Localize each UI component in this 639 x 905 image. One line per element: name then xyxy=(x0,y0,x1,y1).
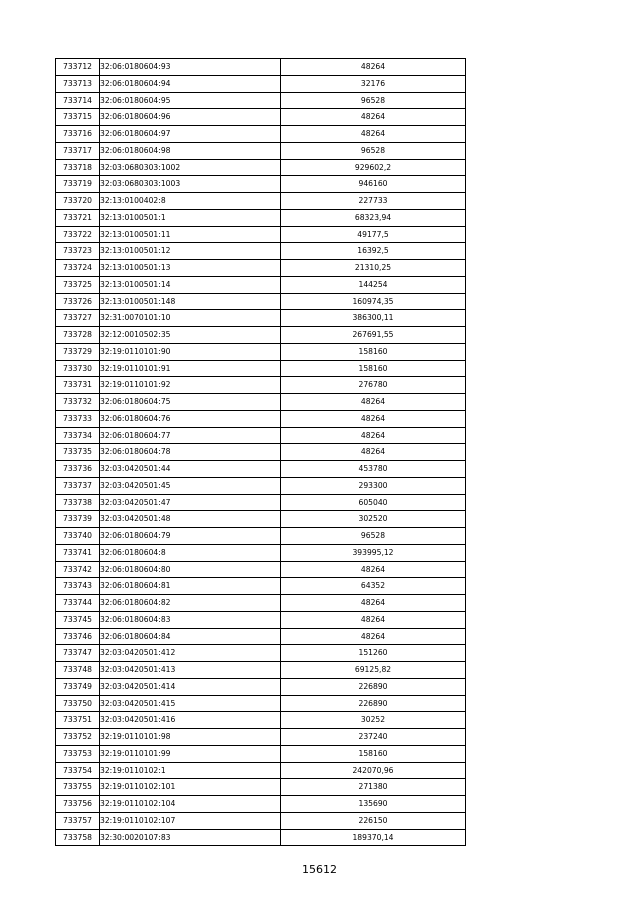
table-row xyxy=(56,729,466,746)
cadastral-number-cell: 32:06:0180604:96 xyxy=(100,109,281,126)
table-row xyxy=(56,829,466,846)
row-number-cell: 733734 xyxy=(56,427,100,444)
table-row xyxy=(56,595,466,612)
value-cell: 226890 xyxy=(281,678,466,695)
cadastral-number-cell: 32:03:0420501:414 xyxy=(100,678,281,695)
value-cell: 158160 xyxy=(281,360,466,377)
cadastral-number-cell: 32:06:0180604:94 xyxy=(100,75,281,92)
table-row xyxy=(56,762,466,779)
table-row xyxy=(56,243,466,260)
value-cell: 293300 xyxy=(281,477,466,494)
row-number-cell: 733745 xyxy=(56,611,100,628)
cadastral-number-cell: 32:13:0100501:148 xyxy=(100,293,281,310)
value-cell: 48264 xyxy=(281,394,466,411)
table-row xyxy=(56,343,466,360)
table-row xyxy=(56,796,466,813)
table-row xyxy=(56,695,466,712)
cadastral-number-cell: 32:13:0100501:12 xyxy=(100,243,281,260)
cadastral-number-cell: 32:30:0020107:83 xyxy=(100,829,281,846)
value-cell: 276780 xyxy=(281,377,466,394)
data-table-container xyxy=(55,58,465,846)
cadastral-number-cell: 32:13:0100501:14 xyxy=(100,276,281,293)
value-cell: 158160 xyxy=(281,343,466,360)
cadastral-number-cell: 32:03:0420501:413 xyxy=(100,662,281,679)
value-cell: 226890 xyxy=(281,695,466,712)
row-number-cell: 733718 xyxy=(56,159,100,176)
cadastral-number-cell: 32:06:0180604:77 xyxy=(100,427,281,444)
row-number-cell: 733736 xyxy=(56,461,100,478)
row-number-cell: 733712 xyxy=(56,59,100,76)
table-row xyxy=(56,310,466,327)
table-row xyxy=(56,678,466,695)
row-number-cell: 733741 xyxy=(56,544,100,561)
cadastral-number-cell: 32:03:0680303:1002 xyxy=(100,159,281,176)
cadastral-number-cell: 32:06:0180604:93 xyxy=(100,59,281,76)
value-cell: 48264 xyxy=(281,611,466,628)
value-cell: 48264 xyxy=(281,427,466,444)
row-number-cell: 733728 xyxy=(56,327,100,344)
table-row xyxy=(56,444,466,461)
row-number-cell: 733719 xyxy=(56,176,100,193)
table-body xyxy=(56,59,466,846)
table-row xyxy=(56,528,466,545)
row-number-cell: 733740 xyxy=(56,528,100,545)
table-row xyxy=(56,645,466,662)
cadastral-number-cell: 32:06:0180604:78 xyxy=(100,444,281,461)
cadastral-number-cell: 32:06:0180604:84 xyxy=(100,628,281,645)
row-number-cell: 733753 xyxy=(56,745,100,762)
table-row xyxy=(56,327,466,344)
cadastral-number-cell: 32:19:0110101:99 xyxy=(100,745,281,762)
value-cell: 271380 xyxy=(281,779,466,796)
cadastral-number-cell: 32:06:0180604:75 xyxy=(100,394,281,411)
cadastral-number-cell: 32:03:0420501:48 xyxy=(100,511,281,528)
row-number-cell: 733756 xyxy=(56,796,100,813)
table-row xyxy=(56,779,466,796)
row-number-cell: 733722 xyxy=(56,226,100,243)
cadastral-number-cell: 32:19:0110101:98 xyxy=(100,729,281,746)
value-cell: 48264 xyxy=(281,126,466,143)
value-cell: 68323,94 xyxy=(281,209,466,226)
table-row xyxy=(56,193,466,210)
row-number-cell: 733757 xyxy=(56,812,100,829)
cadastral-number-cell: 32:19:0110101:92 xyxy=(100,377,281,394)
value-cell: 48264 xyxy=(281,595,466,612)
value-cell: 946160 xyxy=(281,176,466,193)
table-row xyxy=(56,59,466,76)
row-number-cell: 733723 xyxy=(56,243,100,260)
cadastral-number-cell: 32:06:0180604:95 xyxy=(100,92,281,109)
row-number-cell: 733727 xyxy=(56,310,100,327)
cadastral-number-cell: 32:06:0180604:8 xyxy=(100,544,281,561)
cadastral-number-cell: 32:06:0180604:82 xyxy=(100,595,281,612)
value-cell: 64352 xyxy=(281,578,466,595)
row-number-cell: 733733 xyxy=(56,410,100,427)
cadastral-number-cell: 32:13:0100402:8 xyxy=(100,193,281,210)
row-number-cell: 733724 xyxy=(56,260,100,277)
table-row xyxy=(56,461,466,478)
table-row xyxy=(56,276,466,293)
table-row xyxy=(56,561,466,578)
row-number-cell: 733751 xyxy=(56,712,100,729)
value-cell: 32176 xyxy=(281,75,466,92)
cadastral-number-cell: 32:03:0420501:45 xyxy=(100,477,281,494)
row-number-cell: 733742 xyxy=(56,561,100,578)
cadastral-number-cell: 32:13:0100501:11 xyxy=(100,226,281,243)
value-cell: 48264 xyxy=(281,109,466,126)
value-cell: 96528 xyxy=(281,142,466,159)
cadastral-number-cell: 32:03:0680303:1003 xyxy=(100,176,281,193)
value-cell: 151260 xyxy=(281,645,466,662)
row-number-cell: 733729 xyxy=(56,343,100,360)
value-cell: 237240 xyxy=(281,729,466,746)
row-number-cell: 733715 xyxy=(56,109,100,126)
value-cell: 21310,25 xyxy=(281,260,466,277)
cadastral-number-cell: 32:19:0110102:104 xyxy=(100,796,281,813)
row-number-cell: 733746 xyxy=(56,628,100,645)
value-cell: 929602,2 xyxy=(281,159,466,176)
table-row xyxy=(56,209,466,226)
row-number-cell: 733739 xyxy=(56,511,100,528)
cadastral-number-cell: 32:06:0180604:80 xyxy=(100,561,281,578)
value-cell: 49177,5 xyxy=(281,226,466,243)
table-row xyxy=(56,662,466,679)
value-cell: 189370,14 xyxy=(281,829,466,846)
value-cell: 302520 xyxy=(281,511,466,528)
value-cell: 135690 xyxy=(281,796,466,813)
value-cell: 242070,96 xyxy=(281,762,466,779)
cadastral-number-cell: 32:03:0420501:416 xyxy=(100,712,281,729)
value-cell: 16392,5 xyxy=(281,243,466,260)
table-row xyxy=(56,142,466,159)
cadastral-number-cell: 32:19:0110102:101 xyxy=(100,779,281,796)
table-row xyxy=(56,544,466,561)
value-cell: 48264 xyxy=(281,561,466,578)
row-number-cell: 733752 xyxy=(56,729,100,746)
table-row xyxy=(56,812,466,829)
table-row xyxy=(56,745,466,762)
value-cell: 96528 xyxy=(281,528,466,545)
table-row xyxy=(56,494,466,511)
page-number: 15612 xyxy=(302,863,337,876)
cadastral-number-cell: 32:06:0180604:83 xyxy=(100,611,281,628)
row-number-cell: 733731 xyxy=(56,377,100,394)
cadastral-number-cell: 32:19:0110101:91 xyxy=(100,360,281,377)
data-table xyxy=(55,58,466,846)
value-cell: 605040 xyxy=(281,494,466,511)
cadastral-number-cell: 32:03:0420501:44 xyxy=(100,461,281,478)
row-number-cell: 733748 xyxy=(56,662,100,679)
table-row xyxy=(56,159,466,176)
table-row xyxy=(56,427,466,444)
cadastral-number-cell: 32:06:0180604:79 xyxy=(100,528,281,545)
cadastral-number-cell: 32:03:0420501:415 xyxy=(100,695,281,712)
row-number-cell: 733755 xyxy=(56,779,100,796)
table-row xyxy=(56,75,466,92)
value-cell: 48264 xyxy=(281,444,466,461)
cadastral-number-cell: 32:03:0420501:412 xyxy=(100,645,281,662)
cadastral-number-cell: 32:06:0180604:97 xyxy=(100,126,281,143)
row-number-cell: 733738 xyxy=(56,494,100,511)
value-cell: 48264 xyxy=(281,59,466,76)
cadastral-number-cell: 32:31:0070101:10 xyxy=(100,310,281,327)
value-cell: 158160 xyxy=(281,745,466,762)
cadastral-number-cell: 32:12:0010502:35 xyxy=(100,327,281,344)
row-number-cell: 733732 xyxy=(56,394,100,411)
table-row xyxy=(56,578,466,595)
value-cell: 453780 xyxy=(281,461,466,478)
value-cell: 226150 xyxy=(281,812,466,829)
row-number-cell: 733758 xyxy=(56,829,100,846)
table-row xyxy=(56,377,466,394)
row-number-cell: 733726 xyxy=(56,293,100,310)
row-number-cell: 733750 xyxy=(56,695,100,712)
row-number-cell: 733743 xyxy=(56,578,100,595)
cadastral-number-cell: 32:06:0180604:76 xyxy=(100,410,281,427)
table-row xyxy=(56,260,466,277)
table-row xyxy=(56,176,466,193)
cadastral-number-cell: 32:13:0100501:13 xyxy=(100,260,281,277)
cadastral-number-cell: 32:06:0180604:81 xyxy=(100,578,281,595)
value-cell: 160974,35 xyxy=(281,293,466,310)
cadastral-number-cell: 32:19:0110101:90 xyxy=(100,343,281,360)
table-row xyxy=(56,511,466,528)
value-cell: 267691,55 xyxy=(281,327,466,344)
value-cell: 144254 xyxy=(281,276,466,293)
value-cell: 30252 xyxy=(281,712,466,729)
value-cell: 386300,11 xyxy=(281,310,466,327)
row-number-cell: 733713 xyxy=(56,75,100,92)
cadastral-number-cell: 32:03:0420501:47 xyxy=(100,494,281,511)
table-row xyxy=(56,226,466,243)
table-row xyxy=(56,611,466,628)
value-cell: 96528 xyxy=(281,92,466,109)
cadastral-number-cell: 32:13:0100501:1 xyxy=(100,209,281,226)
table-row xyxy=(56,410,466,427)
value-cell: 69125,82 xyxy=(281,662,466,679)
value-cell: 227733 xyxy=(281,193,466,210)
row-number-cell: 733754 xyxy=(56,762,100,779)
row-number-cell: 733744 xyxy=(56,595,100,612)
cadastral-number-cell: 32:19:0110102:1 xyxy=(100,762,281,779)
row-number-cell: 733714 xyxy=(56,92,100,109)
row-number-cell: 733747 xyxy=(56,645,100,662)
cadastral-number-cell: 32:19:0110102:107 xyxy=(100,812,281,829)
table-row xyxy=(56,394,466,411)
value-cell: 48264 xyxy=(281,628,466,645)
row-number-cell: 733730 xyxy=(56,360,100,377)
table-row xyxy=(56,628,466,645)
row-number-cell: 733717 xyxy=(56,142,100,159)
table-row xyxy=(56,477,466,494)
cadastral-number-cell: 32:06:0180604:98 xyxy=(100,142,281,159)
value-cell: 393995,12 xyxy=(281,544,466,561)
table-row xyxy=(56,712,466,729)
row-number-cell: 733716 xyxy=(56,126,100,143)
table-row xyxy=(56,360,466,377)
row-number-cell: 733720 xyxy=(56,193,100,210)
table-row xyxy=(56,126,466,143)
table-row xyxy=(56,109,466,126)
table-row xyxy=(56,293,466,310)
value-cell: 48264 xyxy=(281,410,466,427)
row-number-cell: 733721 xyxy=(56,209,100,226)
row-number-cell: 733725 xyxy=(56,276,100,293)
row-number-cell: 733737 xyxy=(56,477,100,494)
table-row xyxy=(56,92,466,109)
row-number-cell: 733735 xyxy=(56,444,100,461)
row-number-cell: 733749 xyxy=(56,678,100,695)
